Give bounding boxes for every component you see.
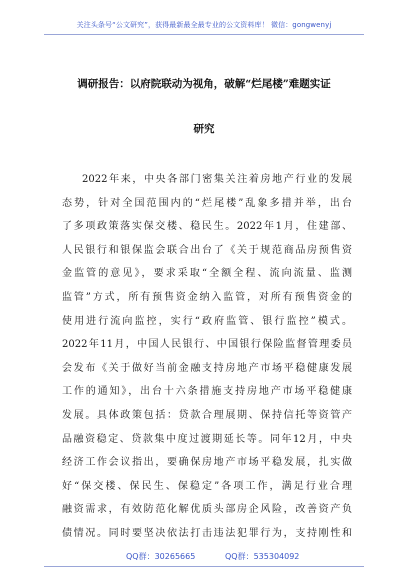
body-line: 2022年来，中央各部门密集关注着房地产行业的发展 [82,174,352,185]
body-line: 品融资稳定、贷款集中度过渡期延长等。同年12月，中央 [62,433,352,445]
document-body [62,168,352,546]
document-title: 调研报告：以府院联动为视角，破解“烂尾楼”难题实证 [77,78,331,90]
footer-qq-group-2: QQ群：535304092 [225,552,300,561]
body-line: 经济工作会议指出，要确保房地产市场平稳发展，扎实做 [62,457,352,469]
header-divider [44,34,364,35]
header-banner: 关注头条号“公文研究”，获得最新最全最专业的公文资料库！ 微信：gongwenyj [76,21,332,29]
body-line: 发展。具体政策包括：贷款合理展期、保持信托等资管产 [62,409,352,421]
body-line: 融资需求，有效防范化解优质头部房企风险，改善资产负 [62,504,352,516]
body-line: 工作的通知》，出台十六条措施支持房地产市场平稳健康 [62,386,352,398]
body-line: 了多项政策落实保交楼、稳民生。2022年1月，住建部、 [62,221,352,233]
body-line: 好“保交楼、保民生、保稳定”各项工作，满足行业合理 [62,480,352,492]
body-line: 会发布《关于做好当前金融支持房地产市场平稳健康发展 [62,362,352,374]
body-line: 态势，针对全国范围内的“烂尾楼”乱象多措并举，出台 [62,197,352,209]
body-line: 人民银行和银保监会联合出台了《关于规范商品房预售资 [62,244,352,256]
body-line: 2022年11月，中国人民银行、中国银行保险监督管理委员 [62,339,352,351]
body-line: 使用进行流向监控，实行“政府监管、银行监控”模式。 [62,315,352,327]
body-line: 债情况。同时要坚决依法打击违法犯罪行为，支持刚性和 [62,527,352,539]
body-line: 监管”方式，所有预售资金纳入监管，对所有预售资金的 [62,291,352,303]
footer-qq-group-1: QQ群：30265665 [126,552,196,561]
body-line: 金监管的意见》，要求采取“全额全程、流向流量、监测 [62,268,352,280]
document-title-continued: 研究 [193,123,215,135]
footer-divider [44,566,364,567]
footer [0,551,408,565]
